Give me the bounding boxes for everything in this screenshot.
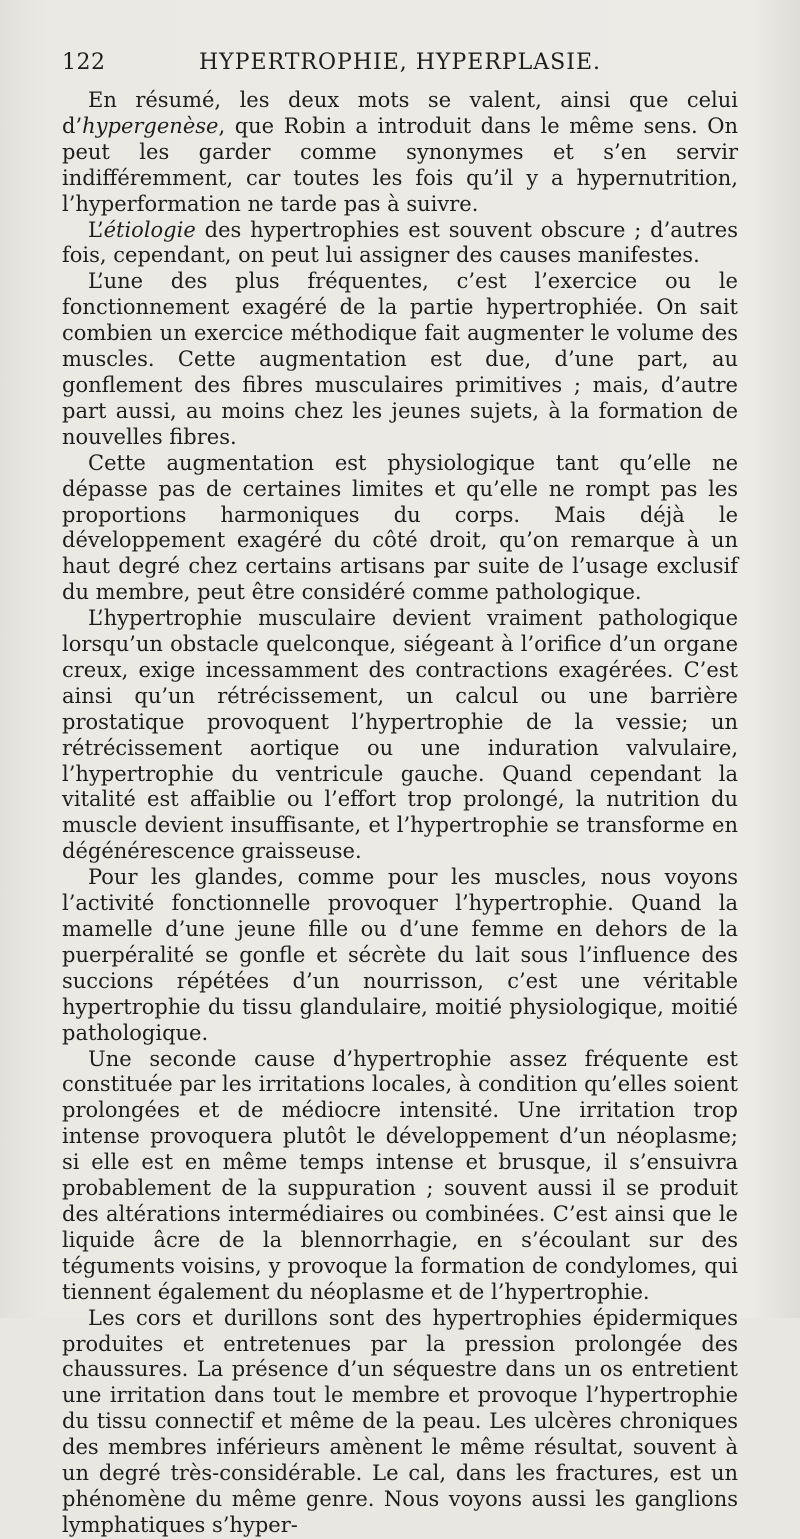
paragraph: Cette augmentation est physiologique tant qu’elle ne dépasse pas de certaines limites et qu’elle ne rompt pas les proportions harmoniques du corps. Mais déjà le développement exagéré du côté droit, qu’on remarque à un haut degré chez certains artisans par suite de l’usage exclusif du membre, peut être considéré comme pathologique.: [62, 450, 738, 605]
paragraph: Une seconde cause d’hypertrophie assez fréquente est constituée par les irritations locales, à condition qu’elles soient prolongées et de médiocre intensité. Une irritation trop intense provoquera plutôt le développement d’un néoplasme; si elle est en même temps intense et brusque, il s’ensuivra probablement de la suppuration ; souvent aussi il se produit des altérations intermédiaires ou combinées. C’est ainsi que le liquide âcre de la blennorrhagie, en s’écoulant sur des téguments voisins, y provoque la formation de condylomes, qui tiennent également du néoplasme et de l’hypertrophie.: [62, 1046, 738, 1304]
paragraph: En résumé, les deux mots se valent, ainsi que celui d’hypergenèse, que Robin a introduit dans le même sens. On peut les garder comme synonymes et s’en servir indifféremment, car toutes les fois qu’il y a hypernutrition, l’hyperformation ne tarde pas à suivre.: [62, 88, 738, 216]
paragraph: Les cors et durillons sont des hypertrophies épidermiques produites et entretenues par la pression prolongée des chaussures. La présence d’un séquestre dans un os entretient une irritation dans tout le membre et provoque l’hypertrophie du tissu connectif et même de la peau. Les ulcères chroniques des membres inférieurs amènent le même résultat, souvent à un degré très-considérable. Le cal, dans les fractures, est un phénomène du même genre. Nous voyons aussi les ganglions lymphatiques s’hyper-: [62, 1305, 738, 1537]
paragraph: L’étiologie des hypertrophies est souvent obscure ; d’autres fois, cependant, on peut lui assigner des causes manifestes.: [62, 217, 738, 268]
page-header: [62, 50, 738, 86]
running-head: HYPERTROPHIE, HYPERPLASIE.: [199, 50, 601, 75]
paragraph: Pour les glandes, comme pour les muscles, nous voyons l’activité fonctionnelle provoquer l’hypertrophie. Quand la mamelle d’une jeune fille ou d’une femme en dehors de la puerpéralité se gonfle et sécrète du lait sous l’influence des succions répétées d’un nourrisson, c’est une véritable hypertrophie du tissu glandulaire, moitié physiologique, moitié pathologique.: [62, 865, 738, 1045]
body-text: [62, 88, 738, 1539]
page-number: 122: [62, 50, 106, 75]
paragraph: L’hypertrophie musculaire devient vraiment pathologique lorsqu’un obstacle quelconque, siégeant à l’orifice d’un organe creux, exige incessamment des contractions exagérées. C’est ainsi qu’un rétrécissement, un calcul ou une barrière prostatique provoquent l’hypertrophie de la vessie; un rétrécissement aortique ou une induration valvulaire, l’hypertrophie du ventricule gauche. Quand cependant la vitalité est affaiblie ou l’effort trop prolongé, la nutrition du muscle devient insuffisante, et l’hypertrophie se transforme en dégénérescence graisseuse.: [62, 606, 738, 864]
paragraph: L’une des plus fréquentes, c’est l’exercice ou le fonctionnement exagéré de la partie hypertrophiée. On sait combien un exercice méthodique fait augmenter le volume des muscles. Cette augmentation est due, d’une part, au gonflement des fibres musculaires primitives ; mais, d’autre part aussi, au moins chez les jeunes sujets, à la formation de nouvelles fibres.: [62, 269, 738, 449]
